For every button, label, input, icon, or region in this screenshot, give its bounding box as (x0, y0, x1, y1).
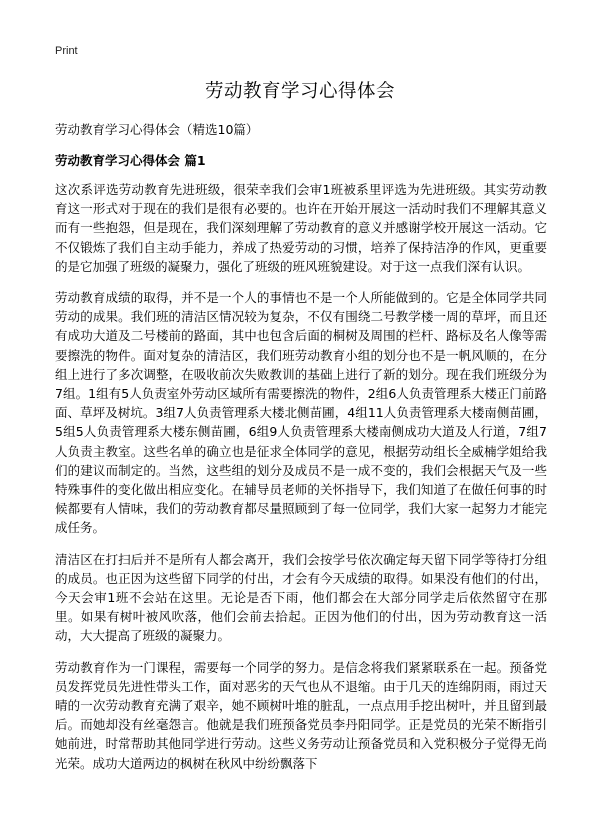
document-subtitle: 劳动教育学习心得体会（精选10篇） (55, 122, 259, 137)
paragraph-1: 这次系评选劳动教育先进班级，很荣幸我们会审1班被系里评选为先进班级。其实劳动教育这一形式对于现在的我们是很有必要的。也许在开始开展这一活动时我们不理解其意义而有一些抱怨，但是现在，我们深刻理解了劳动教育的意义并感谢学校开展这一活动。它不仅锻炼了我们自主动手能力，养成了热爱劳动的习惯，培养了保持洁净的作风，更重要的是它加强了班级的凝聚力，强化了班级的班风班貌建设。对于这一点我们深有认识。 (55, 182, 547, 274)
document-title: 劳动教育学习心得体会 (204, 81, 395, 102)
paragraph-2: 劳动教育成绩的取得，并不是一个人的事情也不是一个人所能做到的。它是全体同学共同劳动的成果。我们班的清洁区情况较为复杂，不仅有围绕二号教学楼一周的草坪，而且还有成功大道及二号楼前的路面，其中也包含后面的桐树及周围的栏杆、路标及名人像等需要擦洗的物件。面对复杂的清洁区，我们班劳动教育小组的划分也不是一帆风顺的，在分组上进行了多次调整，在吸收前次失败教训的基础上进行了新的划分。现在我们班级分为7组。1组有5人负责室外劳动区域所有需要擦洗的物件，2组6人负责管理系大楼正门前路面、草坪及树坑。3组7人负责管理系大楼北侧苗圃，4组11人负责管理系大楼南侧苗圃，5组5人负责管理系大楼东侧苗圃，6组9人负责管理系大楼南侧成功大道及人行道，7组7人负责主教室。这些名单的确立也是征求全体同学的意见，根据劳动组长全威楠学姐给我们的建议而制定的。当然，这些组的划分及成员不是一成不变的，我们会根据天气及一些特殊事件的变化做出相应变化。在辅导员老师的关怀指导下，我们知道了在做任何事的时候都要有人情味，我们的劳动教育都尽量照顾到了每一位同学，我们大家一起努力才能完成任务。 (55, 290, 547, 536)
print-link[interactable]: Print (55, 45, 78, 57)
paragraph-4: 劳动教育作为一门课程，需要每一个同学的努力。是信念将我们紧紧联系在一起。预备党员发挥党员先进性带头工作，面对恶劣的天气也从不退缩。由于几天的连绵阴雨，雨过天晴的一次劳动教育充满了艰辛，她不顾树叶堆的脏乱，一点点用手挖出树叶，并且留到最后。而她却没有丝毫怨言。他就是我们班预备党员李丹阳同学。正是党员的光荣不断指引她前进，时常帮助其他同学进行劳动。这些义务劳动让预备党员和入党积极分子觉得无尚光荣。成功大道两边的枫树在秋风中纷纷飘落下 (55, 659, 547, 771)
article-body (55, 180, 547, 785)
section-heading: 劳动教育学习心得体会 篇1 (55, 153, 206, 168)
paragraph-3: 清洁区在打扫后并不是所有人都会离开，我们会按学号依次确定每天留下同学等待打分组的成员。也正因为这些留下同学的付出，才会有今天成绩的取得。如果没有他们的付出，今天会审1班不会站在这里。无论是否下雨，他们都会在大部分同学走后依然留守在那里。如果有树叶被风吹落，他们会前去拾起。正因为他们的付出，因为劳动教育这一活动，大大提高了班级的凝聚力。 (55, 551, 547, 644)
